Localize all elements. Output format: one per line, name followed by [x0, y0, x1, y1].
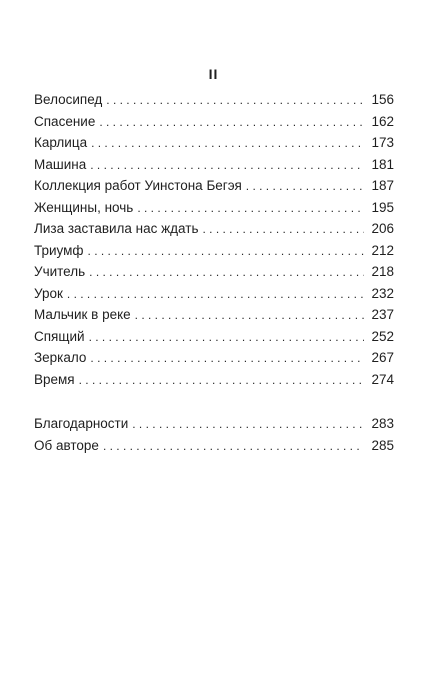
- toc-entry-title: Урок: [34, 285, 63, 301]
- toc-dot-leader: [79, 370, 364, 392]
- toc-dot-leader: [67, 284, 364, 306]
- toc-dot-leader: [203, 219, 365, 241]
- toc-entry-page-number: 267: [371, 350, 394, 365]
- toc-entry-page-number: 218: [371, 264, 394, 279]
- toc-entry-title: Благодарности: [34, 416, 129, 431]
- table-of-contents-back-matter: [34, 413, 394, 456]
- toc-entry: [34, 413, 394, 435]
- toc-entry-title: Женщины, ночь: [34, 199, 134, 215]
- toc-entry-page-number: 187: [371, 178, 394, 193]
- toc-entry-page-number: 173: [371, 135, 394, 150]
- toc-entry: [34, 435, 394, 457]
- toc-entry: [34, 154, 394, 176]
- toc-dot-leader: [137, 198, 364, 220]
- toc-entry: [34, 240, 394, 262]
- toc-entry-page-number: 232: [371, 285, 394, 301]
- toc-entry: [34, 111, 394, 133]
- toc-dot-leader: [88, 241, 364, 263]
- toc-entry-title: Об авторе: [34, 437, 99, 453]
- toc-dot-leader: [91, 133, 364, 155]
- toc-entry: [34, 304, 394, 326]
- toc-dot-leader: [89, 262, 364, 284]
- toc-entry: [34, 175, 394, 197]
- toc-entry-page-number: 156: [371, 92, 394, 107]
- toc-entry-page-number: 206: [371, 221, 394, 236]
- toc-entry: [34, 261, 394, 283]
- toc-entry-page-number: 237: [371, 307, 394, 322]
- toc-entry-page-number: 274: [371, 371, 394, 387]
- toc-entry: [34, 326, 394, 348]
- toc-entry: [34, 132, 394, 154]
- toc-entry-page-number: 283: [371, 416, 394, 431]
- toc-dot-leader: [89, 327, 364, 349]
- toc-entry-page-number: 212: [371, 242, 394, 258]
- toc-dot-leader: [90, 348, 364, 370]
- toc-entry-page-number: 285: [371, 437, 394, 453]
- toc-entry-title: Спящий: [34, 328, 85, 344]
- toc-entry-title: Велосипед: [34, 92, 103, 107]
- toc-entry: [34, 218, 394, 240]
- toc-entry: [34, 197, 394, 219]
- toc-entry-title: Зеркало: [34, 350, 87, 365]
- toc-dot-leader: [106, 90, 364, 112]
- toc-entry-title: Машина: [34, 156, 87, 172]
- toc-dot-leader: [135, 305, 364, 327]
- toc-entry: [34, 283, 394, 305]
- toc-entry-page-number: 181: [371, 156, 394, 172]
- toc-entry-title: Лиза заставила нас ждать: [34, 221, 199, 236]
- toc-dot-leader: [132, 414, 364, 436]
- toc-dot-leader: [246, 176, 364, 198]
- section-heading: II: [208, 66, 219, 82]
- toc-entry-page-number: 162: [371, 113, 394, 129]
- toc-entry-title: Учитель: [34, 264, 86, 279]
- toc-entry-page-number: 252: [371, 328, 394, 344]
- toc-entry-title: Спасение: [34, 113, 96, 129]
- toc-entry: [34, 347, 394, 369]
- toc-dot-leader: [99, 112, 364, 134]
- toc-entry-title: Триумф: [34, 242, 84, 258]
- toc-dot-leader: [90, 155, 364, 177]
- toc-entry-title: Мальчик в реке: [34, 307, 131, 322]
- toc-entry-page-number: 195: [371, 199, 394, 215]
- table-of-contents: [34, 89, 394, 390]
- toc-entry: [34, 89, 394, 111]
- toc-entry-title: Карлица: [34, 135, 88, 150]
- toc-entry-title: Время: [34, 371, 75, 387]
- toc-entry-title: Коллекция работ Уинстона Бегэя: [34, 178, 242, 193]
- toc-dot-leader: [103, 436, 364, 458]
- toc-entry: [34, 369, 394, 391]
